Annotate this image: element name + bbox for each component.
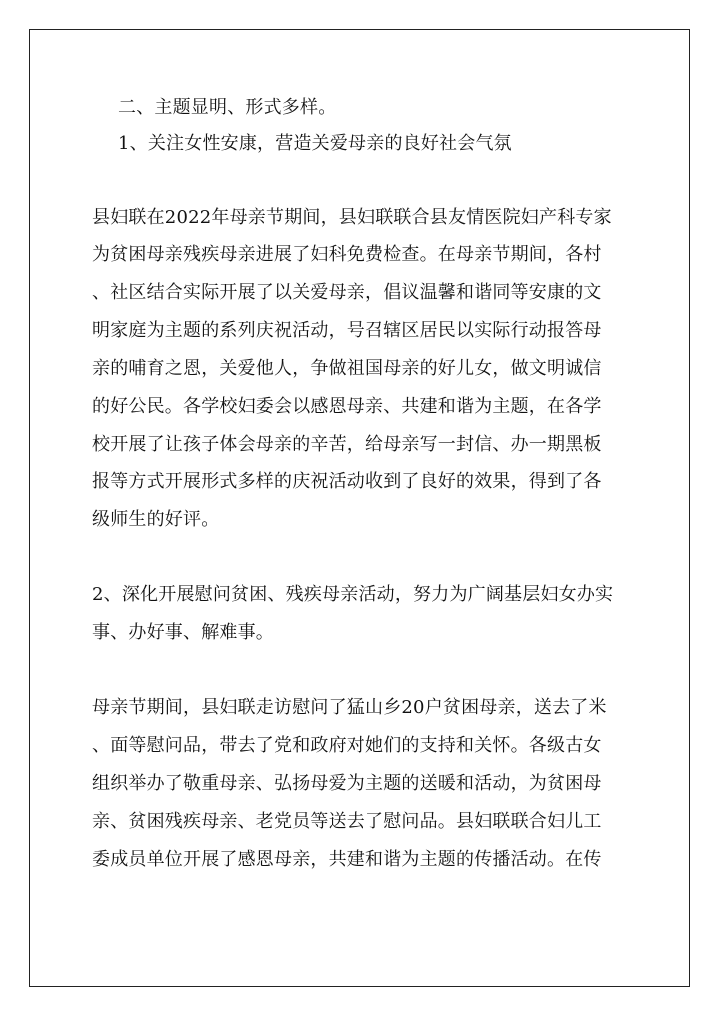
paragraph-line: 报等方式开展形式多样的庆祝活动收到了良好的效果，得到了各 [92, 471, 602, 492]
paragraph-line: 母亲节期间，县妇联走访慰问了猛山乡20户贫困母亲，送去了米 [92, 697, 607, 718]
paragraph-line: 、面等慰问品，带去了党和政府对她们的支持和关怀。各级古女 [92, 735, 602, 756]
subheading-2-line: 2、深化开展慰问贫困、残疾母亲活动，努力为广阔基层妇女办实 [92, 584, 614, 605]
paragraph-line: 明家庭为主题的系列庆祝活动，号召辖区居民以实际行动报答母 [92, 320, 602, 341]
paragraph-line: 的好公民。各学校妇委会以感恩母亲、共建和谐为主题，在各学 [92, 396, 602, 417]
paragraph-line: 组织举办了敬重母亲、弘扬母爱为主题的送暖和活动，为贫困母 [92, 773, 602, 794]
paragraph-line: 级师生的好评。 [92, 509, 220, 530]
section-heading: 二、主题显明、形式多样。 [118, 97, 337, 118]
paragraph-line: 为贫困母亲残疾母亲进展了妇科免费检查。在母亲节期间，各村 [92, 244, 602, 265]
paragraph-line: 、社区结合实际开展了以关爱母亲，倡议温馨和谐同等安康的文 [92, 282, 602, 303]
paragraph-line: 委成员单位开展了感恩母亲，共建和谐为主题的传播活动。在传 [92, 849, 602, 870]
paragraph-line: 县妇联在2022年母亲节期间，县妇联联合县友情医院妇产科专家 [92, 207, 612, 228]
paragraph-line: 亲、贫困残疾母亲、老党员等送去了慰问品。县妇联联合妇儿工 [92, 811, 602, 832]
subheading-2-line: 事、办好事、解难事。 [92, 622, 274, 643]
paragraph-line: 校开展了让孩子体会母亲的辛苦，给母亲写一封信、办一期黑板 [92, 434, 602, 455]
subheading-1: 1、关注女性安康，营造关爱母亲的良好社会气氛 [118, 133, 512, 154]
paragraph-line: 亲的哺育之恩，关爱他人，争做祖国母亲的好儿女，做文明诚信 [92, 358, 602, 379]
